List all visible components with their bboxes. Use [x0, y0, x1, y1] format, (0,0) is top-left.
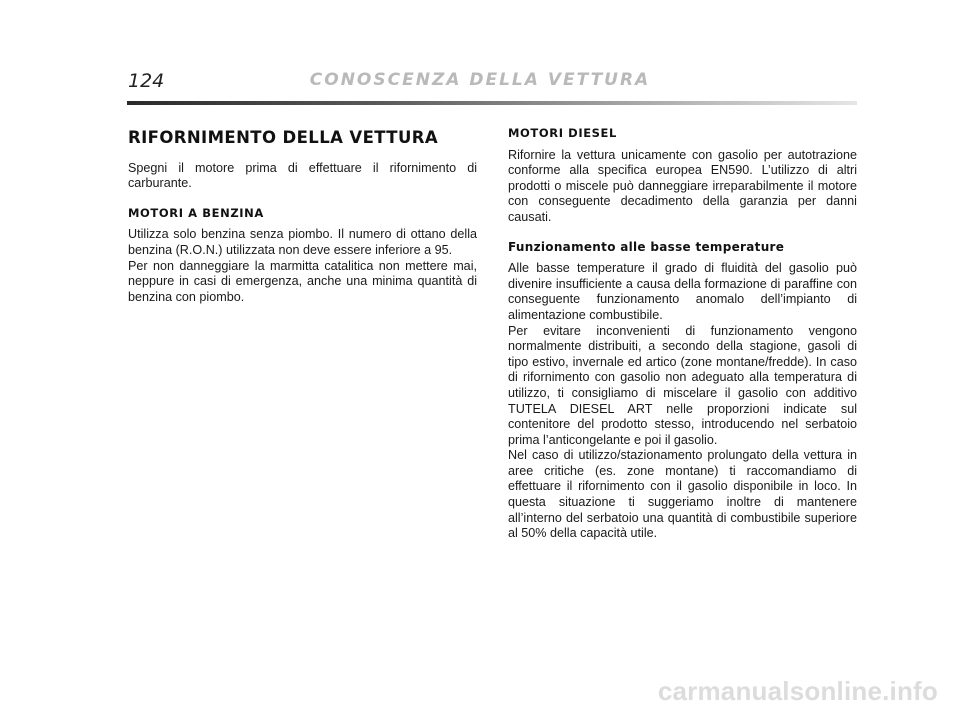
page-number: 124	[128, 70, 165, 92]
low-temperature-heading: Funzionamento alle basse temperature	[508, 239, 785, 254]
low-temperature-paragraph: Nel caso di utilizzo/stazionamento prolungato della vettura in aree critiche (es. zone montane) ti raccomandiamo di effettuare il rifornimento con il gasolio disponibile in loco. In questa situazione ti suggeriamo inoltre di mantenere all’interno del serbatoio una quantità di combustibile superiore al 50% della capacità utile.	[508, 448, 857, 541]
diesel-paragraph: Rifornire la vettura unicamente con gasolio per autotrazione conforme alla specifica europea EN590. L’utilizzo di altri prodotti o miscele può danneggiare irreparabilmente il motore con conseguente decadimento della garanzia per danni causati.	[508, 147, 857, 224]
section-title: RIFORNIMENTO DELLA VETTURA	[128, 128, 439, 147]
page-header	[0, 0, 960, 110]
low-temperature-paragraph: Alle basse temperature il grado di fluidità del gasolio può divenire insufficiente a causa della formazione di paraffine con conseguente funzionamento anomalo dell’impianto di alimentazione combustibile.	[508, 261, 857, 322]
header-divider	[127, 101, 857, 105]
refuel-intro: Spegni il motore prima di effettuare il rifornimento di carburante.	[128, 160, 477, 191]
petrol-paragraph: Per non danneggiare la marmitta catalitica non mettere mai, neppure in casi di emergenza, anche una minima quantità di benzina con piombo.	[128, 258, 477, 304]
footer-watermark: carmanualsonline.info	[657, 676, 938, 706]
low-temperature-paragraph: Per evitare inconvenienti di funzionamento vengono normalmente distribuiti, a secondo della stagione, gasoli di tipo estivo, invernale ed artico (zone montane/fredde). In caso di rifornimento con gasolio non adeguato alla temperatura di utilizzo, ti consigliamo di miscelare il gasolio con additivo TUTELA DIESEL ART nelle proporzioni indicate sul contenitore del prodotto stesso, introducendo nel serbatoio prima l’anticongelante e poi il gasolio.	[508, 323, 857, 447]
petrol-engines-heading: MOTORI A BENZINA	[128, 205, 264, 220]
petrol-paragraph: Utilizza solo benzina senza piombo. Il numero di ottano della benzina (R.O.N.) utilizzata non deve essere inferiore a 95.	[128, 227, 477, 257]
left-column	[128, 126, 477, 305]
diesel-engines-heading: MOTORI DIESEL	[508, 126, 617, 140]
running-title: CONOSCENZA DELLA VETTURA	[309, 70, 651, 90]
right-column	[508, 126, 857, 542]
